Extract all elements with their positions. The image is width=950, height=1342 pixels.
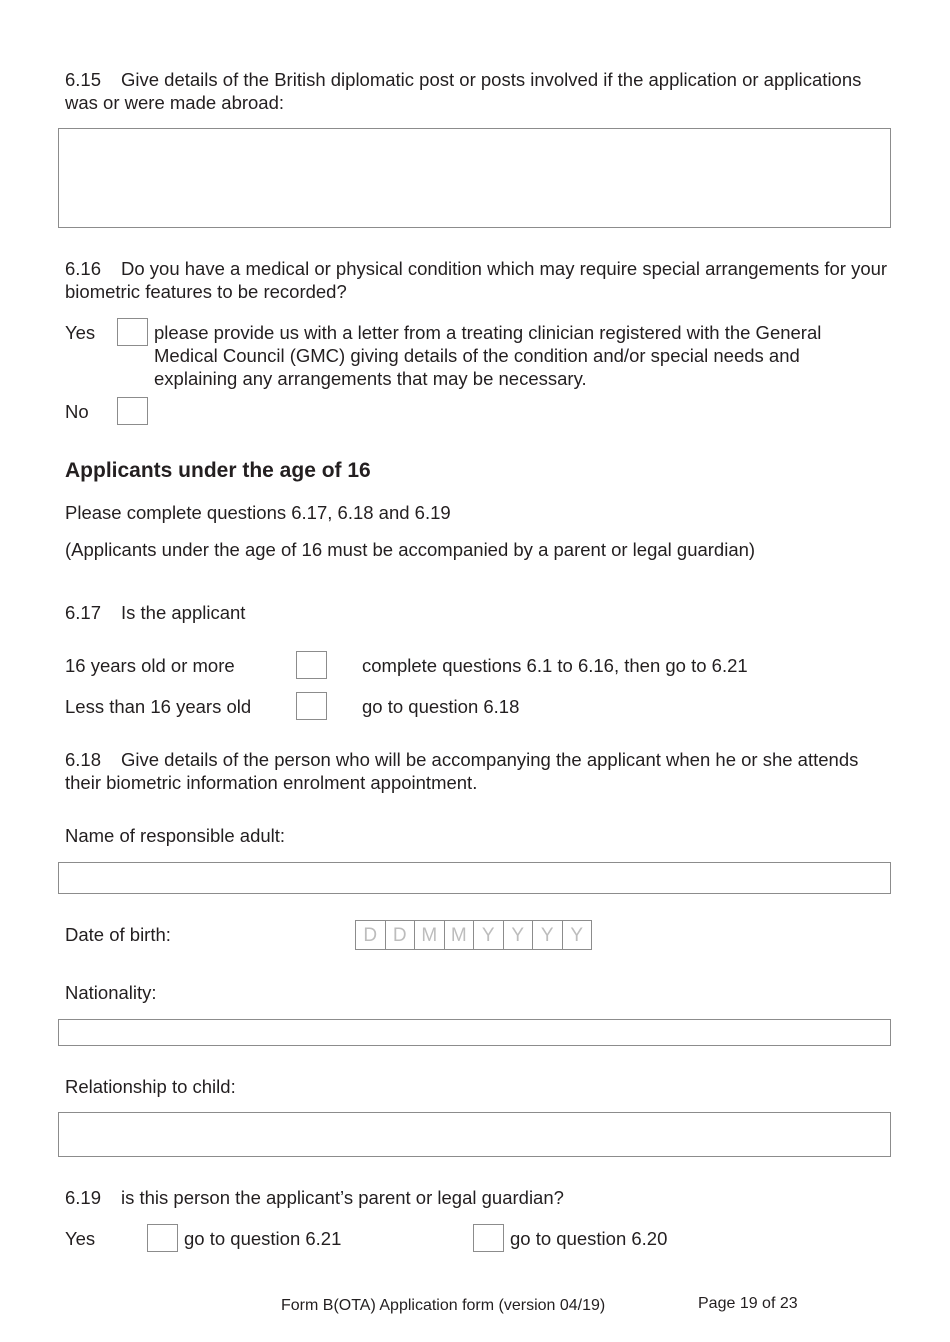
dob-label: Date of birth: [65,924,171,945]
question-number: 6.16 [65,258,102,279]
guardian-no-note: go to question 6.20 [510,1228,668,1249]
footer-page-number: Page 19 of 23 [698,1295,798,1312]
option-16-or-more-label: 16 years old or more [65,655,235,676]
dob-field[interactable] [355,920,592,950]
question-text: is this person the applicant’s parent or legal guardian? [121,1187,564,1208]
footer-form-title: Form B(OTA) Application form (version 04/19) [281,1297,606,1314]
relationship-field[interactable] [58,1112,891,1157]
option-under-16-label: Less than 16 years old [65,696,252,717]
section-intro: Please complete questions 6.17, 6.18 and 6.19 [65,502,451,523]
guardian-yes-checkbox[interactable] [147,1224,178,1252]
responsible-adult-field[interactable] [58,862,891,894]
dob-year-cell[interactable]: Y [570,925,584,946]
question-6-17 [65,601,895,624]
dob-year-cell[interactable]: Y [504,921,534,949]
question-number: 6.17 [65,602,102,623]
guardian-no-checkbox[interactable] [473,1224,504,1252]
age-under-16-checkbox[interactable] [296,692,327,720]
yes-note: please provide us with a letter from a treating clinician registered with the General Medical Council (GMC) giving details of the condition and/or special needs and explaining any arrangements that may be necessary. [154,322,822,389]
relationship-label: Relationship to child: [65,1076,236,1097]
option-16-or-more-note: complete questions 6.1 to 6.16, then go to 6.21 [362,655,748,676]
question-text: Do you have a medical or physical condition which may require special arrangements for your biometric features to be recorded? [65,258,888,302]
question-number: 6.18 [65,749,102,770]
responsible-adult-label: Name of responsible adult: [65,825,286,846]
question-text: Give details of the person who will be accompanying the applicant when he or she attends their biometric information enrolment appointment. [65,749,859,793]
dob-year-cell[interactable]: Y [533,921,563,949]
question-6-15 [65,68,895,114]
question-6-18 [65,748,895,794]
nationality-label: Nationality: [65,982,157,1003]
question-number: 6.19 [65,1187,102,1208]
section-note: (Applicants under the age of 16 must be accompanied by a parent or legal guardian) [65,539,756,560]
nationality-field[interactable] [58,1019,891,1046]
diplomatic-post-field[interactable] [58,128,891,228]
age-16-or-more-checkbox[interactable] [296,651,327,679]
yes-label: Yes [65,322,96,343]
section-heading: Applicants under the age of 16 [65,459,371,482]
guardian-yes-note: go to question 6.21 [184,1228,342,1249]
no-label: No [65,401,89,422]
dob-year-cell[interactable]: Y [474,921,504,949]
question-text: Give details of the British diplomatic post or posts involved if the application or applications was or were made abroad: [65,69,862,113]
dob-day-cell[interactable]: D [386,921,416,949]
question-number: 6.15 [65,69,102,90]
dob-month-cell[interactable]: M [445,921,475,949]
dob-month-cell[interactable]: M [415,921,445,949]
guardian-yes-label: Yes [65,1228,96,1249]
question-text: Is the applicant [121,602,246,623]
dob-day-cell[interactable]: D [356,921,386,949]
option-under-16-note: go to question 6.18 [362,696,520,717]
question-6-16 [65,257,895,303]
medical-no-checkbox[interactable] [117,397,148,425]
question-6-19 [65,1186,895,1209]
medical-yes-checkbox[interactable] [117,318,148,346]
